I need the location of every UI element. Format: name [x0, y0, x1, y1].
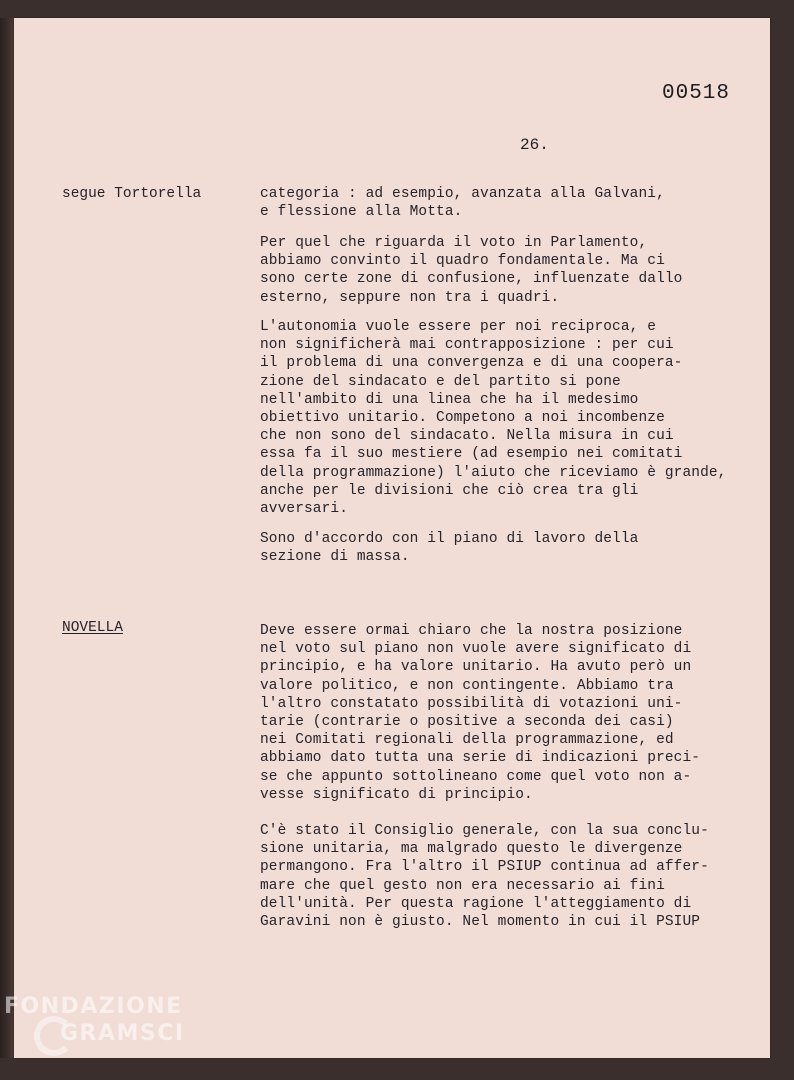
- paragraph: L'autonomia vuole essere per noi reciproca, e non significherà mai contrapposizione : per cui il problema di una convergenza e di una coopera- zione del sindacato e del partito si pone nell'ambito di una linea che ha il medesimo obiettivo unitario. Competono a noi incombenze che non sono del sindacato. Nella misura in cui essa fa il suo mestiere (ad esempio nei comitati della programmazione) l'aiuto che riceviamo è grande, anche per le divisioni che ciò crea tra gli avversari.: [260, 319, 727, 518]
- document-number: 00518: [662, 82, 731, 105]
- fondazione-gramsci-watermark: [4, 994, 185, 1046]
- page-number: 26.: [520, 136, 549, 154]
- watermark-g-icon: [34, 1016, 74, 1056]
- paragraph: categoria : ad esempio, avanzata alla Galvani, e flessione alla Motta.: [260, 186, 665, 221]
- watermark-line2: GRAMSCI: [60, 1021, 185, 1046]
- speaker-label-tortorella: segue Tortorella: [62, 186, 202, 202]
- paragraph: Sono d'accordo con il piano di lavoro della sezione di massa.: [260, 531, 639, 566]
- speaker-label-novella: NOVELLA: [62, 620, 123, 636]
- paragraph: C'è stato il Consiglio generale, con la sua conclu- sione unitaria, ma malgrado questo le divergenze permangono. Fra l'altro il PSIUP continua ad affer- mare che quel gesto non era necessario ai fini dell'unità. Per questa ragione l'atteggiamento di Garavini non è giusto. Nel momento in cui il PSIUP: [260, 823, 709, 931]
- watermark-line1: FONDAZIONE: [4, 994, 183, 1019]
- paragraph: Per quel che riguarda il voto in Parlamento, abbiamo convinto il quadro fondamentale. Ma ci sono certe zone di confusione, influenzate dallo esterno, seppure non tra i quadri.: [260, 235, 683, 306]
- paragraph: Deve essere ormai chiaro che la nostra posizione nel voto sul piano non vuole avere significato di principio, e ha valore unitario. Ha avuto però un valore politico, e non contingente. Abbiamo tra l'altro constatato possibilità di votazioni uni- tarie (contrarie o positive a seconda dei casi) nei Comitati regionali della programmazione, ed abbiamo dato tutta una serie di indicazioni preci- se che appunto sottolineano come quel voto non a- vesse significato di principio.: [260, 623, 701, 803]
- binding-edge: [0, 18, 14, 1058]
